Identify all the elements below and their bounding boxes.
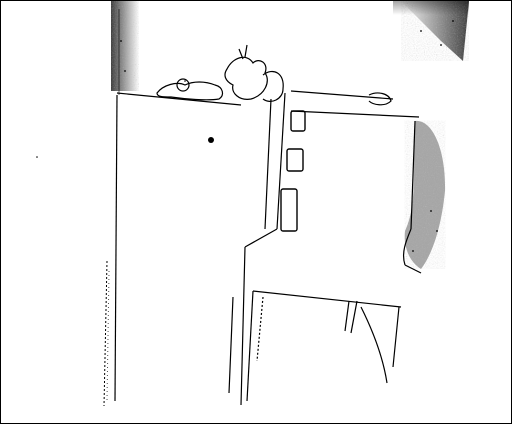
shadow-upper-right bbox=[393, 1, 469, 61]
shadow-upper-left bbox=[111, 1, 139, 91]
shadow-right-strip bbox=[405, 121, 445, 269]
threshold-photo bbox=[1, 1, 512, 424]
cabinet-knob bbox=[208, 137, 214, 143]
cabinet-legs bbox=[247, 291, 401, 401]
cabinet-front bbox=[115, 93, 285, 405]
drawer-handles bbox=[281, 111, 305, 231]
